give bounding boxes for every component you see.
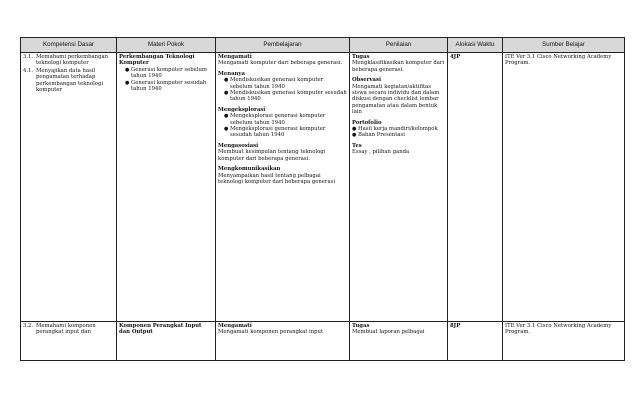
alokasi-value: 4JP <box>450 54 461 60</box>
observasi-text: Mengamati kegiatan/aktifitas siswa secara individu dan dalam diskusi dengan checklist lembar pengamatan atau dalam bentuk lain <box>352 83 440 116</box>
mengamati-text: Mengamati komputer dari beberapa generasi. <box>218 60 343 67</box>
kd-item <box>23 54 114 67</box>
mengamati-title: Mengamati <box>218 54 252 60</box>
tugas-title: Tugas <box>352 54 370 60</box>
komunikasi-title: Mengkomunikasikan <box>218 166 281 173</box>
mengamati-title: Mengamati <box>218 323 252 329</box>
materi-item-text: Generasi komputer sebelum tahun 1940 <box>131 66 207 80</box>
bullet-icon: ● <box>224 90 229 97</box>
tugas-text: Membuat laporan pelbagai <box>352 329 425 336</box>
syllabus-table <box>20 37 625 361</box>
table-row <box>21 53 625 322</box>
kd-text: Memahami perkembangan teknologi komputer <box>36 54 109 67</box>
menanya-item-text: Mendiskusikan generasi komputer sesudah tahun 1940 <box>230 90 347 103</box>
cell-pembelajaran <box>216 53 350 322</box>
list-item <box>352 132 445 138</box>
bullet-icon: ● <box>125 66 130 73</box>
kd-number: 3.1. <box>23 54 34 60</box>
header-penilaian: Penilaian <box>350 38 448 53</box>
tugas-text: Mengklasifikasikan komputer dari beberapa generasi. <box>352 60 445 73</box>
list-item <box>224 113 347 126</box>
sumber-text: ITE Ver 3.1 Cisco Networking Academy Program. <box>505 323 612 336</box>
bullet-icon: ● <box>224 126 229 133</box>
header-alokasi-waktu: Alokasi Waktu <box>448 38 503 53</box>
list-item <box>125 80 213 93</box>
observasi-title: Observasi <box>352 77 381 84</box>
list-item <box>224 77 347 90</box>
portofolio-title: Portofolio <box>352 119 382 126</box>
header-materi-pokok: Materi Pokok <box>117 38 216 53</box>
cell-penilaian <box>350 53 448 322</box>
cell-kompetensi-dasar <box>21 322 117 361</box>
asosiasi-title: Mengasosiasi <box>218 142 259 149</box>
kd-text: Menyajikan data hasil pengamatan terhadap perkembangan teknologi komputer <box>36 67 104 94</box>
bullet-icon: ● <box>352 132 357 139</box>
bullet-icon: ● <box>224 77 229 84</box>
cell-penilaian <box>350 322 448 361</box>
asosiasi-text: Membuat kesimpulan tentang teknologi komputer dari beberapa generasi. <box>218 149 326 162</box>
list-item <box>224 126 347 139</box>
alokasi-value: 8JP <box>450 323 461 329</box>
list-item <box>224 90 347 103</box>
tes-text: Essay , pilihan ganda <box>352 149 410 156</box>
header-sumber-belajar: Sumber Belajar <box>503 38 625 53</box>
table-row <box>21 322 625 361</box>
cell-materi-pokok <box>117 322 216 361</box>
header-pembelajaran: Pembelajaran <box>216 38 350 53</box>
eksplorasi-item-text: Mengeksplorasi generasi komputer sesudah tahun 1940 <box>230 126 326 139</box>
komunikasi-text: Menyampaikan hasil tentang pelbagai teknologi komputer dari beberapa generasi <box>218 172 336 185</box>
eksplorasi-item-text: Mengeksplorasi generasi komputer sebelum tahun 1940 <box>230 113 326 126</box>
materi-title: Perkembangan Teknologi Komputer <box>119 54 195 67</box>
kd-item <box>23 323 114 336</box>
cell-kompetensi-dasar <box>21 53 117 322</box>
cell-sumber-belajar <box>503 53 625 322</box>
cell-alokasi-waktu <box>448 53 503 322</box>
bullet-icon: ● <box>224 113 229 120</box>
eksplorasi-title: Mengeksplorasi <box>218 106 266 113</box>
kd-item <box>23 68 114 94</box>
sumber-text: ITE Ver 3.1 Cisco Networking Academy Program. <box>505 54 612 67</box>
cell-alokasi-waktu <box>448 322 503 361</box>
menanya-title: Menanya <box>218 70 245 77</box>
list-item <box>125 67 213 80</box>
table-header-row <box>21 38 625 53</box>
bullet-icon: ● <box>352 126 357 133</box>
kd-text: Memahami komponen perangkat input dan <box>36 323 96 336</box>
menanya-item-text: Mendiskusikan generasi komputer sebelum tahun 1940 <box>230 77 324 90</box>
portofolio-item-text: Bahan Presentasi <box>358 132 405 139</box>
bullet-icon: ● <box>125 79 130 86</box>
cell-pembelajaran <box>216 322 350 361</box>
cell-materi-pokok <box>117 53 216 322</box>
cell-sumber-belajar <box>503 322 625 361</box>
portofolio-item-text: Hasil kerja mandiri/kelompok <box>358 126 438 133</box>
kd-number: 3.2. <box>23 323 34 329</box>
kd-number: 4.1. <box>23 67 34 74</box>
tugas-title: Tugas <box>352 323 370 329</box>
tes-title: Tes <box>352 142 362 149</box>
materi-item-text: Generasi komputer sesudah tahun 1940 <box>131 79 207 93</box>
header-kompetensi-dasar: Kompetensi Dasar <box>21 38 117 53</box>
materi-title: Komponen Perangkat Input dan Output <box>119 323 202 336</box>
mengamati-text: Mengamati komponen perangkat input <box>218 329 324 336</box>
